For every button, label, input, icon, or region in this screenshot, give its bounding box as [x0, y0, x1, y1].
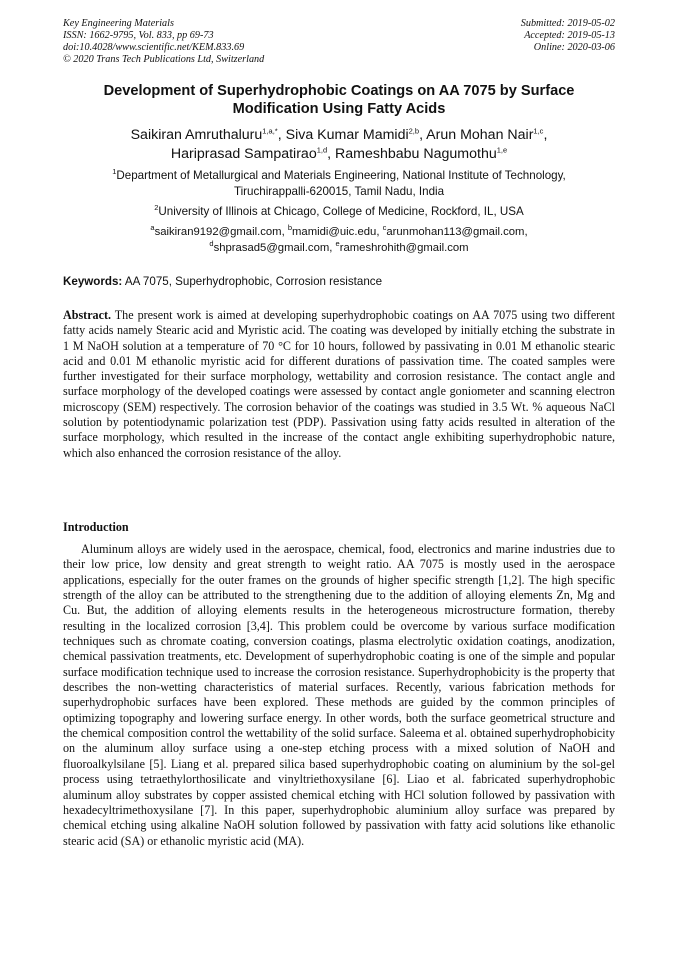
- authors-line-1: Saikiran Amruthaluru$^{1,a,*}$, Siva Kumar Mamidi$^{2,b}$, Arun Mohan Nair$^{1,c}$,: [130, 126, 548, 143]
- affiliation-1-line-2: Tiruchirappalli-620015, Tamil Nadu, India: [233, 185, 445, 198]
- author-name: Saikiran Amruthaluru: [130, 127, 263, 143]
- keywords-line: [63, 275, 615, 289]
- email-address[interactable]: rameshrohith@gmail.com: [339, 242, 469, 254]
- journal-header-left: [63, 18, 264, 66]
- doi-line: doi:10.4028/www.scientific.net/KEM.833.69: [63, 42, 245, 53]
- keywords-text: AA 7075, Superhydrophobic, Corrosion resistance: [124, 275, 383, 288]
- copyright-line: © 2020 Trans Tech Publications Ltd, Switzerland: [63, 54, 265, 65]
- email-mark: d: [209, 239, 214, 249]
- introduction-paragraph: Aluminum alloys are widely used in the aerospace, chemical, food, electronics and marine industries due to their low price, low density and great strength to weight ratio. AA 7075 is mostly used in the aerospace applications, especially for the outer frames on the grounds of higher specific strength [1,2]. The high specific strength of the alloy can be attributed to the strengthening due to the addition of alloying elements Zn, Mg and Cu. But, the addition of alloying elements results in the heterogeneous microstructure formation, thereby resulting in the localized corrosion [3,4]. This problem could be overcome by various surface modification techniques such as chromate coating, conversion coatings, plasma electrolytic oxidation coatings, anodization, chemical passivation treatments, etc. Development of superhydrophobic coating is one of the simple and popular surface modification technique used to increase the corrosion resistance. Superhydrophobicity is the property that describes the non-wetting characteristics of material surfaces. Recently, various fabrication methods for superhydrophobic surfaces have been explored. These methods are guided by the common principles of optimizing topography and lowering surface energy. In other words, both the surface geometrical structure and the chemical composition control the wettability of the solid surface. Saleema et al. obtained superhydrophobicity on the aluminum alloy surface using a one-step etching process with a mixed solution of NaOH and fluoroalkylsilane [5]. Liang et al. prepared silica based superhydrophobic coating on aluminium by the sol-gel process using tetraethylorthosilicate and vinyltriethoxysilane [6]. Liao et al. fabricated superhydrophobic aluminum alloy substrates by copper assisted chemical etching with HCl solution followed by passivation with hexadecyltrimethoxysilane [7]. In this paper, superhydrophobic aluminium alloy surface was prepared by chemical etching using alkaline NaOH solution followed by passivation with fatty acid solutions like ethanolic stearic acid (SA) or ethanolic myristic acid (MA).: [63, 542, 615, 848]
- accepted-date: Accepted: 2019-05-13: [524, 30, 615, 41]
- affiliation-1-line-1: [63, 168, 615, 184]
- emails-line-1: [63, 224, 615, 240]
- email-mark: e: [335, 239, 340, 249]
- author-name: Arun Mohan Nair: [426, 127, 534, 143]
- journal-header-right: [521, 18, 615, 54]
- email-address[interactable]: saikiran9192@gmail.com,: [154, 226, 285, 238]
- affil-mark: 1: [112, 167, 117, 177]
- author-affil-mark: 1,d: [316, 145, 328, 155]
- email-mark: b: [287, 223, 293, 233]
- author-affil-mark: 2,b: [408, 126, 420, 136]
- author-affil-mark: 1,e: [496, 145, 508, 155]
- email-mark: a: [150, 223, 155, 233]
- author-list: [63, 126, 615, 164]
- title-line-1: Development of Superhydrophobic Coatings on AA 7075 by Surface: [103, 83, 575, 99]
- email-list: [63, 224, 615, 256]
- affiliation-text: Department of Metallurgical and Materials Engineering, National Institute of Technology,: [116, 169, 566, 182]
- paper-title: [63, 82, 615, 118]
- abstract-paragraph: [63, 308, 615, 461]
- affil-mark: 2: [154, 203, 159, 213]
- affiliation-1: [63, 168, 615, 200]
- affiliation-text: University of Illinois at Chicago, College of Medicine, Rockford, IL, USA: [158, 205, 524, 218]
- submitted-date: Submitted: 2019-05-02: [520, 18, 615, 29]
- email-address[interactable]: shprasad5@gmail.com,: [213, 242, 333, 254]
- author-affil-mark: 1,c: [533, 126, 544, 136]
- emails-line-2: [63, 240, 615, 256]
- section-heading: Introduction: [63, 520, 129, 534]
- author-name: Hariprasad Sampatirao: [170, 146, 317, 162]
- online-date: Online: 2020-03-06: [533, 42, 615, 53]
- keywords-label: Keywords:: [63, 275, 123, 288]
- author-affil-mark: 1,a,*: [262, 126, 278, 136]
- issn-line: ISSN: 1662-9795, Vol. 833, pp 69-73: [63, 30, 214, 41]
- journal-name: Key Engineering Materials: [63, 18, 174, 29]
- author-name: Siva Kumar Mamidi: [285, 127, 409, 143]
- email-address[interactable]: mamidi@uic.edu,: [292, 226, 380, 238]
- email-address[interactable]: arunmohan113@gmail.com,: [386, 226, 528, 238]
- abstract-label: Abstract.: [63, 308, 112, 322]
- author-name: Rameshbabu Nagumothu: [335, 146, 497, 162]
- email-mark: c: [382, 223, 387, 233]
- abstract-text: The present work is aimed at developing superhydrophobic coatings on AA 7075 using two different fatty acids namely Stearic acid and Myristic acid. The coating was developed by initially etching the substrate in 1 M NaOH solution at a temperature of 70 °C for 10 hours, followed by passivating in 0.01 M ethanolic stearic acid and 0.01 M ethanolic myristic acid for different durations of passivation time. The coated samples were further investigated for their surface morphology, wettability and corrosion resistance. The contact angle and surface morphology of the developed coatings were assessed by contact angle goniometer and scanning electron microscopy (SEM) respectively. The corrosion behavior of the coatings was studied in 3.5 Wt. % aqueous NaCl solution by potentiodynamic polarization test (PDP). Passivation using fatty acids resulted in alteration of the surface morphology, which resulted in the increase of the contact angle exhibiting superhydrophobic nature, which also enhanced the corrosion resistance of the alloy.: [63, 308, 615, 460]
- title-line-2: Modification Using Fatty Acids: [232, 101, 446, 117]
- authors-line-2: Hariprasad Sampatirao$^{1,d}$, Rameshbabu Nagumothu$^{1,e}$: [170, 145, 508, 162]
- affiliation-2: [63, 204, 615, 220]
